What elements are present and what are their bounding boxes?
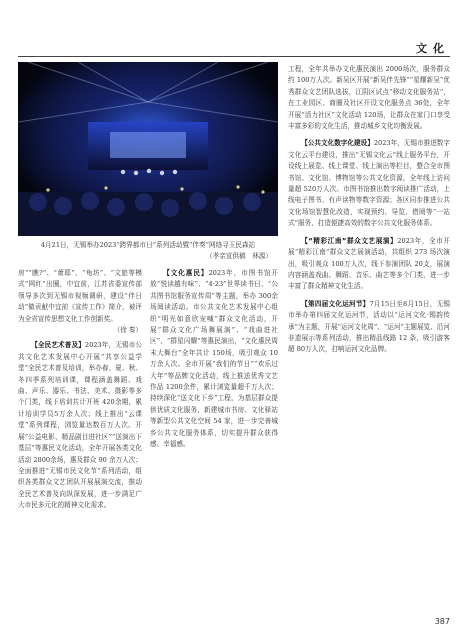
photo-caption [18, 240, 278, 262]
mid-section-heading: 【文化惠民】 [163, 269, 209, 277]
middle-column [150, 268, 278, 451]
right-section-1-heading: 【公共文化数字化建设】 [301, 139, 374, 148]
right-column [288, 64, 450, 356]
mid-section-body: 2023年，市图书馆开放“悦读越有味”、“4·23”世界读书日、“公共图书馆服务宣传周”等主题，举办 300余场阅读活动。市公共文化艺术发展中心组织“明光如意欣宠喊”群众文化活动，开展“群众文化广场舞展演”、“戏曲进社区”、“群星闪耀”等惠民演出，“文化惠民周末大舞台”全年共计 150场，吸引观众 10 万余人次。全市开展“我们的节日”“欢乐过大年”等品牌文化活动，线上推送优秀文艺作品 1200余件，累计浏览量超千万人次；持续深化“送文化下乡”工程，为基层群众提供优质文化服务，新建城市书房、文化驿站等新型公共文化空间 54 家，进一步完善城乡公共文化服务体系，切实提升群众获得感、幸福感。 [150, 269, 279, 449]
left-column [18, 268, 142, 512]
left-top-paragraph: 房”“瞧?”、“萧耶”、“龟坊”、“文旅等模式”网红”出圈，中宜前，江苏省委宣传部领导多次到无锡市视频调研，建设“伴日动”做贡献中宜前《宣传工作》简介，被评为全省宣传思想文化工作创新奖。 [18, 269, 142, 323]
caption-credit: （孝亲宣供稿 林源） [206, 252, 272, 260]
page-number: 387 [434, 617, 450, 626]
event-photo [18, 62, 278, 236]
photo-illustration [18, 62, 278, 236]
section-label: 文化 [416, 42, 450, 55]
right-section-3-heading: 【第四届文化运河节】 [301, 299, 370, 308]
right-section-1 [288, 138, 450, 229]
right-section-3 [288, 299, 450, 356]
left-credit: （徐 秦） [113, 326, 142, 335]
right-section-2 [288, 236, 450, 293]
right-section-3-body: 7月15日至8月15日，无锡市举办第四届文化运河节，活动以“运河文化·锡韵传承”为主题，开展“运河文化周”、“运河”主题展览、沿河非遗展示等系列活动，推出精品线路 12 条，吸引游客超 80万人次，打响运河文化品牌。 [288, 299, 450, 354]
left-section-body: 2023年，无锡市公共文化艺术发展中心开展“共享公益学堂”全民艺术普及培训，举办春、夏、秋、冬四季系列培训课，课程涵盖舞蹈、戏曲、声乐、器乐、书法、美术、摄影等多个门类，线下培训共计开班 420余期，累计培训学员5万余人次；线上推出“云课堂”系列课程，浏览量达数百万人次。开展“公益电影、精品剧目进社区”“送演出下基层”等惠民文化活动，全年开展各类文化活动 2800余场，惠及群众 90 余万人次；全面推进“无锡市民文化节”系列活动，组织各类群众文艺团队开展展演交流，推动全民艺术普及向纵深发展，进一步满足广大市民多元化的精神文化需求。 [18, 341, 143, 510]
right-top-paragraph: 工程，全年共举办文化惠民演出 2000场次，服务群众约 100万人次。新吴区开展“新吴伴先锋”“星耀新吴”优秀群众文艺团队选拔，江阴区试点“移动文化服务站”，在工业园区、商圈及社区开设文化服务点 36处，全年开展“活力社区”文化活动 120场，让群众在家门口享受丰富多彩的文化生活，推动城乡文化均衡发展。 [288, 65, 450, 131]
caption-text: 4月21日，无锡举办2023“跨界都市日”系列活动暨“伴奏”网络寻玉民森站 [40, 241, 256, 249]
left-section-heading: 【全民艺术普及】 [31, 341, 85, 350]
left-section-paragraph [18, 340, 142, 511]
header-rule [18, 56, 450, 57]
right-section-2-body: 2023年，全市开展“精彩江南”群众文艺展演活动，共组织 273 场次演出，吸引观众 100万人次，线下参演团队 20支，展演内容涵盖戏曲、舞蹈、音乐、曲艺等多个门类，进一步丰富了群众精神文化生活。 [288, 236, 450, 291]
right-section-2-heading: 【“精彩江南”群众文艺展演】 [301, 236, 398, 245]
mid-section-paragraph [150, 268, 278, 451]
right-section-1-body: 2023年，无锡市推进数字文化云平台建设，推出“无锡文化云”线上服务平台，开设线上展览、线上课堂、线上演出等栏目，整合全市图书馆、文化馆、博物馆等公共文化资源，全年线上访问量超 520万人次。市图书馆推出数字阅读推广活动，上线电子图书、有声读物等数字资源；各区同步推进公共文化场馆智慧化改造，实现预约、导览、借阅等“一站式”服务，打造便捷高效的数字公共文化服务体系。 [288, 139, 451, 228]
